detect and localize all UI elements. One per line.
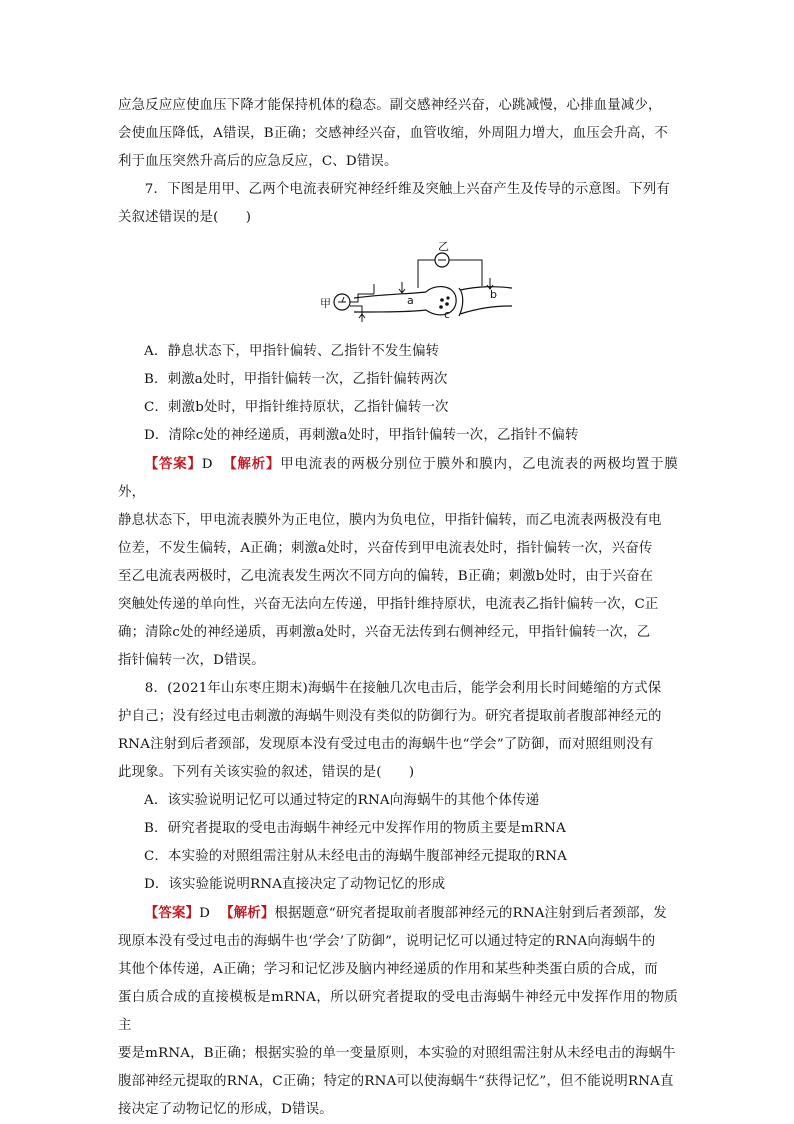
q7-explanation-line: 静息状态下，甲电流表膜外为正电位，膜内为负电位，甲指针偏转，而乙电流表两极没有电 <box>118 513 662 528</box>
q8-explanation-text: 根据题意“研究者提取前者腹部神经元的RNA注射到后者颈部，发 <box>274 906 667 921</box>
q7-explanation-line: 指针偏转一次，D错误。 <box>118 653 265 668</box>
q7-explanation-line: 至乙电流表两极时，乙电流表发生两次不同方向的偏转，B正确；刺激b处时，由于兴奋在 <box>118 569 654 584</box>
q8-explanation-line: 接决定了动物记忆的形成，D错误。 <box>118 1102 333 1117</box>
q7-stem: 7．下图是用甲、乙两个电流表研究神经纤维及突触上兴奋产生及传导的示意图。下列有 <box>144 182 670 197</box>
q8-stem-line: 护自己；没有经过电击刺激的海蜗牛则没有类似的防御行为。研究者提取前者腹部神经元的 <box>118 709 662 724</box>
q8-answer-line <box>118 899 678 928</box>
fiber-upper-membrane <box>354 292 426 298</box>
q8-explanation-line: 要是mRNA，B正确；根据实验的单一变量原则，本实验的对照组需注射从未经电击的海蜗牛 <box>118 1046 676 1061</box>
q8-stem-line: RNA注射到后者颈部，发现原本没有受过电击的海蜗牛也“学会”了防御，而对照组则没有 <box>118 737 654 752</box>
q7-figure <box>118 234 678 338</box>
q8-explanation-line: 现原本没有受过电击的海蜗牛也‘学会’了防御”，说明记忆可以通过特定的RNA向海蜗牛的 <box>118 934 656 949</box>
q8-option-a: A．该实验说明记忆可以通过特定的RNA向海蜗牛的其他个体传递 <box>144 793 540 808</box>
label-a: a <box>407 294 414 307</box>
q7-answer-line <box>118 450 678 507</box>
q8-option-b: B．研究者提取的受电击海蜗牛神经元中发挥作用的物质主要是mRNA <box>144 821 566 836</box>
postsynaptic-membrane <box>459 288 463 316</box>
q8-answer-value: D <box>199 906 211 921</box>
q7-option-c: C．刺激b处时，甲指针维持原状，乙指针偏转一次 <box>144 400 449 415</box>
q8-stem: 8．(2021年山东枣庄期末)海蜗牛在接触几次电击后，能学会利用长时间蜷缩的方式保 <box>144 681 662 696</box>
q8-stem-line: 此现象。下列有关该实验的叙述，错误的是( ) <box>118 765 415 780</box>
q7-option-b: B．刺激a处时，甲指针偏转一次，乙指针偏转两次 <box>144 372 448 387</box>
q8-explanation-line: 其他个体传递，A正确；学习和记忆涉及脑内神经递质的作用和某些种类蛋白质的合成，而 <box>118 962 658 977</box>
label-c: c <box>444 308 451 321</box>
intro-line: 会使血压降低，A错误，B正确；交感神经兴奋，血管收缩，外周阻力增大，血压会升高，不 <box>118 126 668 141</box>
q8-explanation-tag: 【解析】 <box>220 905 275 921</box>
q7-explanation-line: 位差，不发生偏转，A正确；刺激a处时，兴奋传到甲电流表处时，指针偏转一次，兴奋传 <box>118 541 653 556</box>
q7-explanation-text: 甲电流表的两极分别位于膜外和膜内，乙电流表的两极均置于膜外， <box>118 457 678 500</box>
intro-line: 利于血压突然升高后的应急反应，C、D错误。 <box>118 154 398 169</box>
q7-option-d: D．清除c处的神经递质，再刺激a处时，甲指针偏转一次，乙指针不偏转 <box>144 428 579 443</box>
intro-line: 应急反应应使血压下降才能保持机体的稳态。副交感神经兴奋，心跳减慢，心排血量减少， <box>118 98 662 113</box>
q8-option-d: D．该实验能说明RNA直接决定了动物记忆的形成 <box>144 877 446 892</box>
document-page <box>118 92 678 1124</box>
q7-stem-cont: 关叙述错误的是( ) <box>118 210 252 225</box>
label-yi: 乙 <box>438 240 450 253</box>
q8-option-c: C．本实验的对照组需注射从未经电击的海蜗牛腹部神经元提取的RNA <box>144 849 568 864</box>
fiber-lower-membrane <box>354 310 426 312</box>
q7-answer-tag: 【答案】 <box>144 456 202 472</box>
q7-answer-value: D <box>201 457 213 472</box>
q7-explanation-tag: 【解析】 <box>222 456 281 472</box>
label-b: b <box>490 288 498 301</box>
q8-answer-tag: 【答案】 <box>144 905 200 921</box>
q8-explanation-line: 蛋白质合成的直接模板是mRNA，所以研究者提取的受电击海蜗牛神经元中发挥作用的物质主 <box>118 990 678 1033</box>
q8-explanation-line: 腹部神经元提取的RNA，C正确；特定的RNA可以使海蜗牛“获得记忆”，但不能说明RNA直 <box>118 1074 674 1089</box>
q7-explanation-line: 确；清除c处的神经递质，再刺激a处时，兴奋无法传到右侧神经元，甲指针偏转一次，乙 <box>118 625 651 640</box>
label-jia: 甲 <box>320 297 332 310</box>
q7-option-a: A．静息状态下，甲指针偏转、乙指针不发生偏转 <box>144 344 440 359</box>
nerve-fiber-diagram <box>314 236 514 332</box>
q7-explanation-line: 突触处传递的单向性，兴奋无法向左传递，甲指针维持原状，电流表乙指针偏转一次，C正 <box>118 597 659 612</box>
